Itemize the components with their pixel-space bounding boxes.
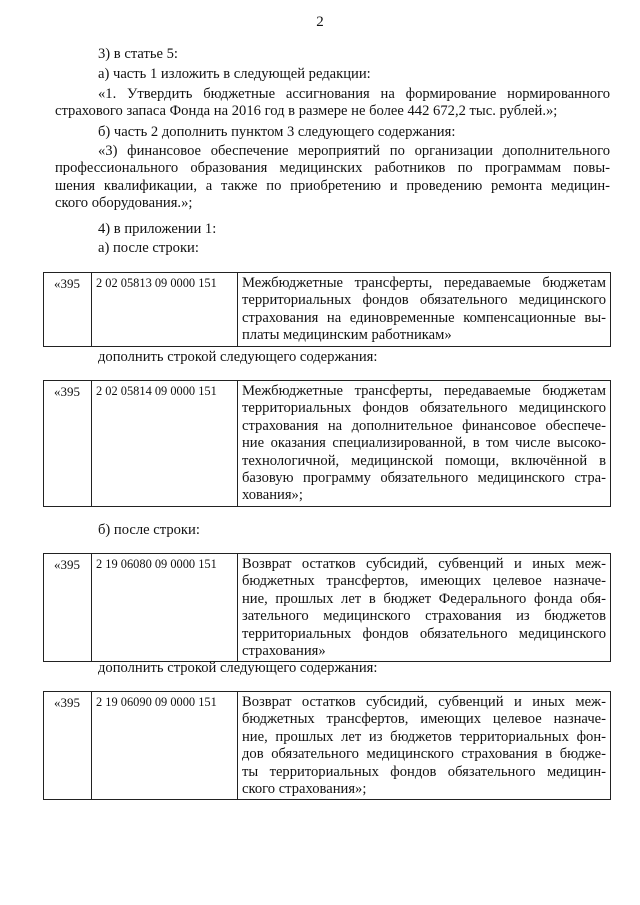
text-line: ского страхования»; [242, 781, 367, 798]
text-line: ние, прошлых лет в бюджет Федерального фонда обя- [242, 590, 606, 607]
cell-description [238, 381, 611, 507]
para-appendix-1: 4) в приложении 1: [98, 221, 217, 237]
para-after-row-a: а) после строки: [98, 240, 199, 256]
cell-kbk: 2 02 05814 09 0000 151 [92, 381, 238, 507]
table-row [44, 381, 611, 507]
text-line: бюджетных трансфертов, имеющих целевое назначе- [242, 573, 606, 590]
para-part-2-text [55, 143, 610, 213]
text-line: зательного медицинского страхования из бюджетов [242, 608, 606, 625]
table-row [44, 273, 611, 347]
table-3 [43, 553, 611, 662]
text-line: «1. Утвердить бюджетные ассигнования на формирование нормированного [98, 86, 610, 102]
text-line: территориальных фондов обязательного медицинского [242, 292, 606, 309]
text-line: Возврат остатков субсидий, субвенций и иных меж- [242, 556, 606, 572]
para-part-1-text [55, 86, 610, 121]
cell-code: «395 [44, 381, 92, 507]
text-line: ты территориальных фондов обязательного медицин- [242, 763, 606, 780]
para-part-2: б) часть 2 дополнить пунктом 3 следующего содержания: [98, 124, 456, 140]
page-number: 2 [316, 14, 324, 30]
table-1 [43, 272, 611, 347]
table-2 [43, 380, 611, 507]
cell-kbk: 2 02 05813 09 0000 151 [92, 273, 238, 347]
text-line: бюджетных трансфертов, имеющих целевое назначе- [242, 711, 606, 728]
text-line: шения квалификации, а также по приобретению и проведению ремонта медицин- [55, 177, 610, 194]
text-line: Возврат остатков субсидий, субвенций и иных меж- [242, 694, 606, 710]
text-line: страхования на дополнительное финансовое обеспече- [242, 417, 606, 434]
cell-code: «395 [44, 273, 92, 347]
cell-kbk: 2 19 06080 09 0000 151 [92, 554, 238, 662]
text-line: ние, прошлых лет из бюджетов территориальных фон- [242, 728, 606, 745]
para-article-5: 3) в статье 5: [98, 46, 178, 62]
text-line: «3) финансовое обеспечение мероприятий по организации дополнительного [98, 143, 610, 159]
para-part-1: а) часть 1 изложить в следующей редакции: [98, 66, 371, 82]
cell-code: «395 [44, 554, 92, 662]
cell-description [238, 692, 611, 800]
cell-description [238, 554, 611, 662]
text-line: профессионального образования медицинских работников по программам повы- [55, 160, 610, 177]
text-line: технологичной, медицинской помощи, включённой в [242, 452, 606, 469]
text-line: Межбюджетные трансферты, передаваемые бюджетам [242, 383, 606, 399]
text-line: Межбюджетные трансферты, передаваемые бюджетам [242, 275, 606, 291]
text-line: ского оборудования.»; [55, 195, 193, 212]
table-row [44, 554, 611, 662]
table-4 [43, 691, 611, 800]
cell-kbk: 2 19 06090 09 0000 151 [92, 692, 238, 800]
text-line: ние оказания специализированной, в том числе высоко- [242, 435, 606, 452]
para-add-row-2: дополнить строкой следующего содержания: [98, 660, 378, 676]
text-line: хования»; [242, 487, 303, 504]
cell-code: «395 [44, 692, 92, 800]
table-row [44, 692, 611, 800]
text-line: платы медицинским работникам» [242, 327, 452, 344]
text-line: территориальных фондов обязательного медицинского [242, 625, 606, 642]
cell-description [238, 273, 611, 347]
text-line: территориальных фондов обязательного медицинского [242, 400, 606, 417]
text-line: страхового запаса Фонда на 2016 год в размере не более 442 672,2 тыс. рублей.»; [55, 103, 558, 120]
text-line: базовую программу обязательного медицинского стра- [242, 470, 606, 487]
text-line: страхования» [242, 643, 326, 660]
text-line: страхования на единовременные компенсационные вы- [242, 309, 606, 326]
text-line: дов обязательного медицинского страхования в бюдже- [242, 746, 606, 763]
para-add-row-1: дополнить строкой следующего содержания: [98, 349, 378, 365]
para-after-row-b: б) после строки: [98, 522, 200, 538]
